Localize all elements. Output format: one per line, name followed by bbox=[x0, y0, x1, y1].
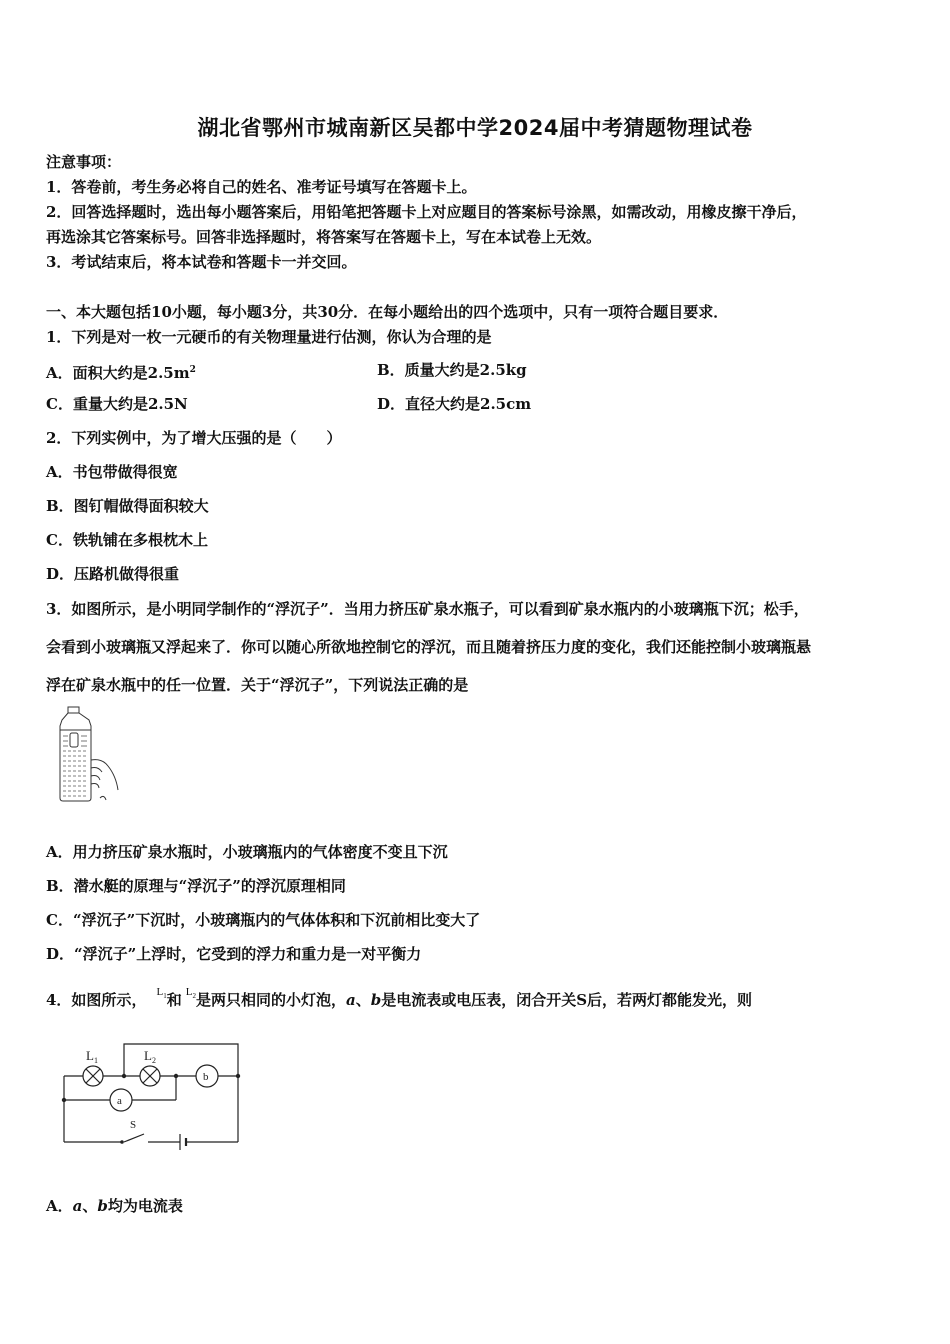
q1-option-b: B．质量大约是2.5kg bbox=[377, 361, 527, 379]
q4-l2-sub: 2 bbox=[192, 992, 196, 1001]
notes-heading: 注意事项： bbox=[46, 153, 122, 171]
q4-l1-letter: L bbox=[156, 986, 164, 998]
q4-var-a: a bbox=[345, 991, 356, 1009]
q3-option-a: A．用力挤压矿泉水瓶时，小玻璃瓶内的气体密度不变且下沉 bbox=[46, 843, 448, 861]
q3-option-c: C．“浮沉子”下沉时，小玻璃瓶内的气体体积和下沉前相比变大了 bbox=[46, 911, 481, 929]
q4-sep: 、 bbox=[355, 991, 371, 1009]
notes-item-3: 3．考试结束后，将本试卷和答题卡一并交回。 bbox=[46, 253, 357, 271]
q3-stem-line3: 浮在矿泉水瓶中的任一位置．关于“浮沉子”，下列说法正确的是 bbox=[46, 676, 469, 694]
q3-option-d: D．“浮沉子”上浮时，它受到的浮力和重力是一对平衡力 bbox=[46, 945, 422, 963]
q4-l2-letter: L bbox=[185, 986, 193, 998]
q4-option-a-prefix: A． bbox=[46, 1197, 73, 1215]
q4-and: 和 bbox=[166, 991, 182, 1009]
q4-var-b: b bbox=[370, 991, 382, 1009]
q4-stem bbox=[46, 986, 753, 1016]
q4-text1: 是两只相同的小灯泡， bbox=[195, 991, 346, 1009]
q3-stem-line1: 3．如图所示，是小明同学制作的“浮沉子”．当用力挤压矿泉水瓶子，可以看到矿泉水瓶内的小玻璃瓶下沉；松手， bbox=[46, 600, 809, 618]
q4-option-a-text: 均为电流表 bbox=[107, 1197, 183, 1215]
q2-option-d: D．压路机做得很重 bbox=[46, 565, 180, 583]
q4-option-a bbox=[46, 1196, 183, 1216]
q1-option-a-sup: 2 bbox=[189, 365, 196, 375]
circuit-meter-b-label: b bbox=[203, 1071, 209, 1083]
page-title: 湖北省鄂州市城南新区吴都中学2024届中考猜题物理试卷 bbox=[197, 116, 753, 140]
q1-option-a bbox=[46, 360, 196, 383]
circuit-label-l1: $L_1$ bbox=[86, 1048, 98, 1065]
q1-stem: 1．下列是对一枚一元硬币的有关物理量进行估测，你认为合理的是 bbox=[46, 328, 492, 346]
q3-option-b: B．潜水艇的原理与“浮沉子”的浮沉原理相同 bbox=[46, 877, 346, 895]
notes-item-2: 2．回答选择题时，选出每小题答案后，用铅笔把答题卡上对应题目的答案标号涂黑，如需改动，用橡皮擦干净后， bbox=[46, 203, 807, 221]
q4-text2: 是电流表或电压表，闭合开关S后，若两灯都能发光，则 bbox=[381, 991, 753, 1009]
q2-option-c: C．铁轨铺在多根枕木上 bbox=[46, 531, 208, 549]
q2-option-b: B．图钉帽做得面积较大 bbox=[46, 497, 209, 515]
q1-option-c: C．重量大约是2.5N bbox=[46, 395, 188, 413]
q1-option-a-text: A．面积大约是2.5m bbox=[46, 364, 190, 382]
q1-option-d: D．直径大约是2.5cm bbox=[377, 395, 532, 413]
q4-option-a-var2: b bbox=[97, 1197, 108, 1215]
q4-prefix: 4．如图所示， bbox=[46, 991, 147, 1009]
q4-l2 bbox=[185, 986, 196, 1001]
q2-option-a: A．书包带做得很宽 bbox=[46, 463, 178, 481]
q4-l1 bbox=[156, 986, 167, 1001]
section-heading: 一、本大题包括10小题，每小题3分，共30分．在每小题给出的四个选项中，只有一项符合题目要求． bbox=[46, 303, 729, 321]
q2-stem: 2．下列实例中，为了增大压强的是（ ） bbox=[46, 429, 342, 447]
q3-stem-line2: 会看到小玻璃瓶又浮起来了．你可以随心所欲地控制它的浮沉，而且随着挤压力度的变化，我们还能控制小玻璃瓶悬 bbox=[46, 638, 812, 656]
circuit-meter-a-label: a bbox=[117, 1095, 122, 1107]
notes-item-2-cont: 再选涂其它答案标号。回答非选择题时，将答案写在答题卡上，写在本试卷上无效。 bbox=[46, 228, 602, 246]
cartesian-diver-figure bbox=[54, 706, 124, 804]
q4-option-a-var1: a bbox=[72, 1197, 83, 1215]
notes-item-1: 1．答卷前，考生务必将自己的姓名、准考证号填写在答题卡上。 bbox=[46, 178, 477, 196]
circuit-diagram bbox=[56, 1042, 246, 1150]
circuit-label-l2: $L_2$ bbox=[144, 1048, 156, 1065]
q4-option-a-sep: 、 bbox=[82, 1197, 98, 1215]
q4-l1-sub: 1 bbox=[163, 992, 167, 1001]
circuit-switch-label: S bbox=[130, 1119, 137, 1131]
